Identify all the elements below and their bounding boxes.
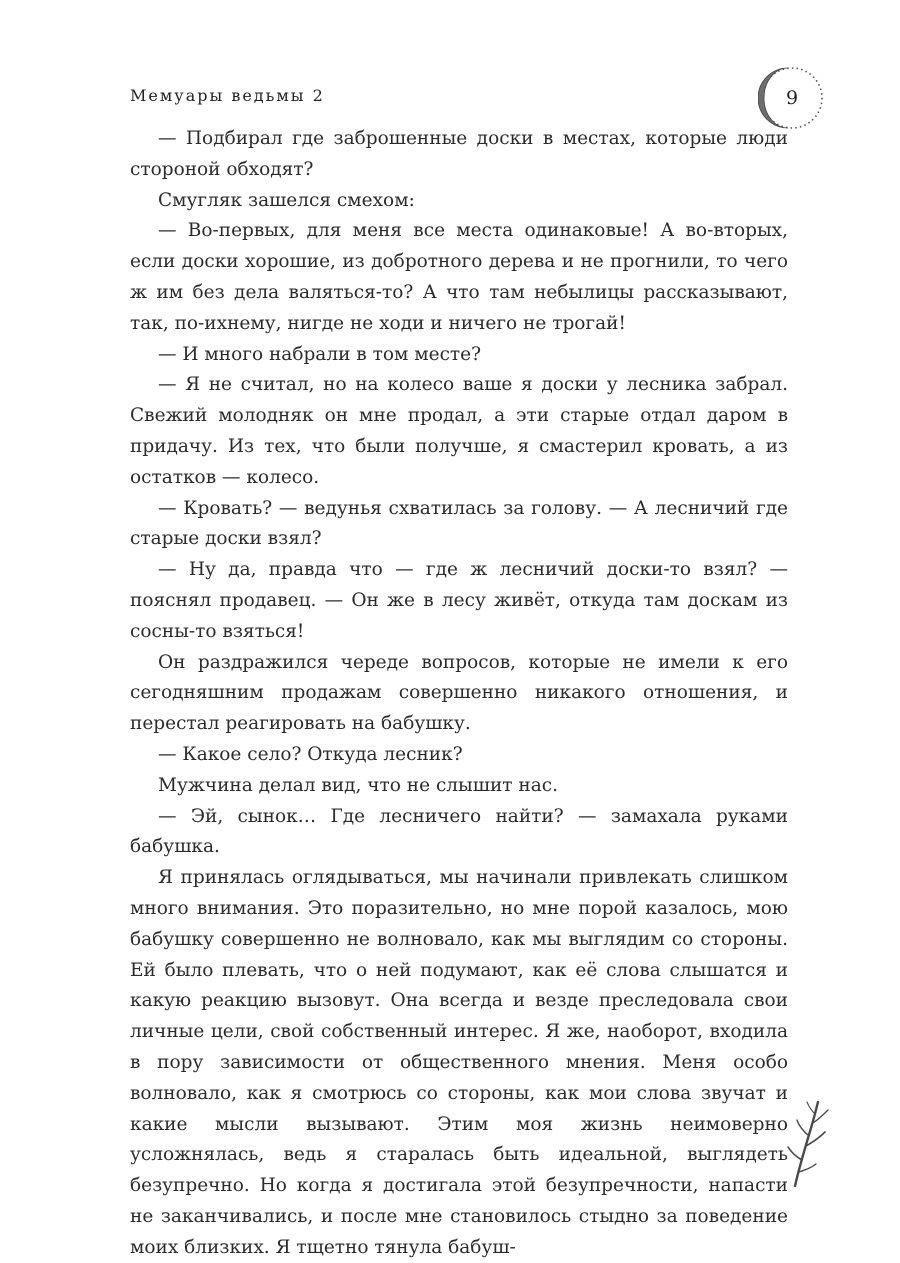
paragraph: Мужчина делал вид, что не слышит нас. — [158, 774, 559, 796]
tree-branch-icon — [785, 1098, 835, 1188]
paragraph: — Я не считал, но на колесо ваше я доски у лесника забрал. Свежий молодняк он мне продал, а эти старые отдал даром в придачу. Из тех, что были получше, я смастерил кровать, а из остатков — колесо. — [130, 374, 788, 488]
paragraph: Я принялась оглядываться, мы начинали привлекать слишком много внимания. Это поразительно, но мне порой казалось, мою бабушку совершенно не волновало, как мы выглядим со стороны. Ей было плевать, что о ней подумают, как её слова слышатся и какую реакцию вызовут. Она всегда и везде преследовала свои личные цели, свой собственный интерес. Я же, наоборот, входила в пору зависимости от общественного мнения. Меня особо волновало, как я смотрюсь со стороны, как мои слова звучат и какие мысли вызывают. Этим моя жизнь неимоверно усложнялась, ведь я старалась быть идеальной, выглядеть безупречно. Но когда я достигала этой безупречности, напасти не заканчивались, и после мне становилось стыдно за поведение моих близких. Я тщетно тянула бабуш- — [130, 867, 788, 1258]
paragraph: — Кровать? — ведунья схватилась за голову. — А лесничий где старые доски взял? — [130, 497, 788, 550]
page-number: 9 — [785, 87, 799, 109]
paragraph: — Во-первых, для меня все места одинаковые! А во-вторых, если доски хорошие, из добротного дерева и не прогнили, то чего ж им без дела валяться-то? А что там небылицы рассказывают, так, по-ихнему, нигде не ходи и ничего не трогай! — [130, 220, 788, 334]
running-header-title: Мемуары ведьмы 2 — [130, 86, 325, 105]
page-number-badge — [758, 64, 826, 132]
paragraph: — И много набрали в том месте? — [158, 343, 482, 365]
paragraph: Он раздражился череде вопросов, которые не имели к его сегодняшним продажам совершенно никакого отношения, и перестал реагировать на бабушку. — [130, 651, 788, 735]
body-text — [130, 124, 788, 1263]
paragraph: Смугляк зашелся смехом: — [158, 189, 415, 211]
paragraph: — Подбирал где заброшенные доски в местах, которые люди стороной обходят? — [130, 128, 788, 180]
paragraph: — Эй, сынок… Где лесничего найти? — замахала руками бабушка. — [130, 805, 788, 858]
paragraph: — Какое село? Откуда лесник? — [158, 743, 463, 765]
paragraph: — Ну да, правда что — где ж лесничий доски-то взял? — пояснял продавец. — Он же в лесу живёт, откуда там доскам из сосны-то взяться! — [130, 559, 788, 642]
